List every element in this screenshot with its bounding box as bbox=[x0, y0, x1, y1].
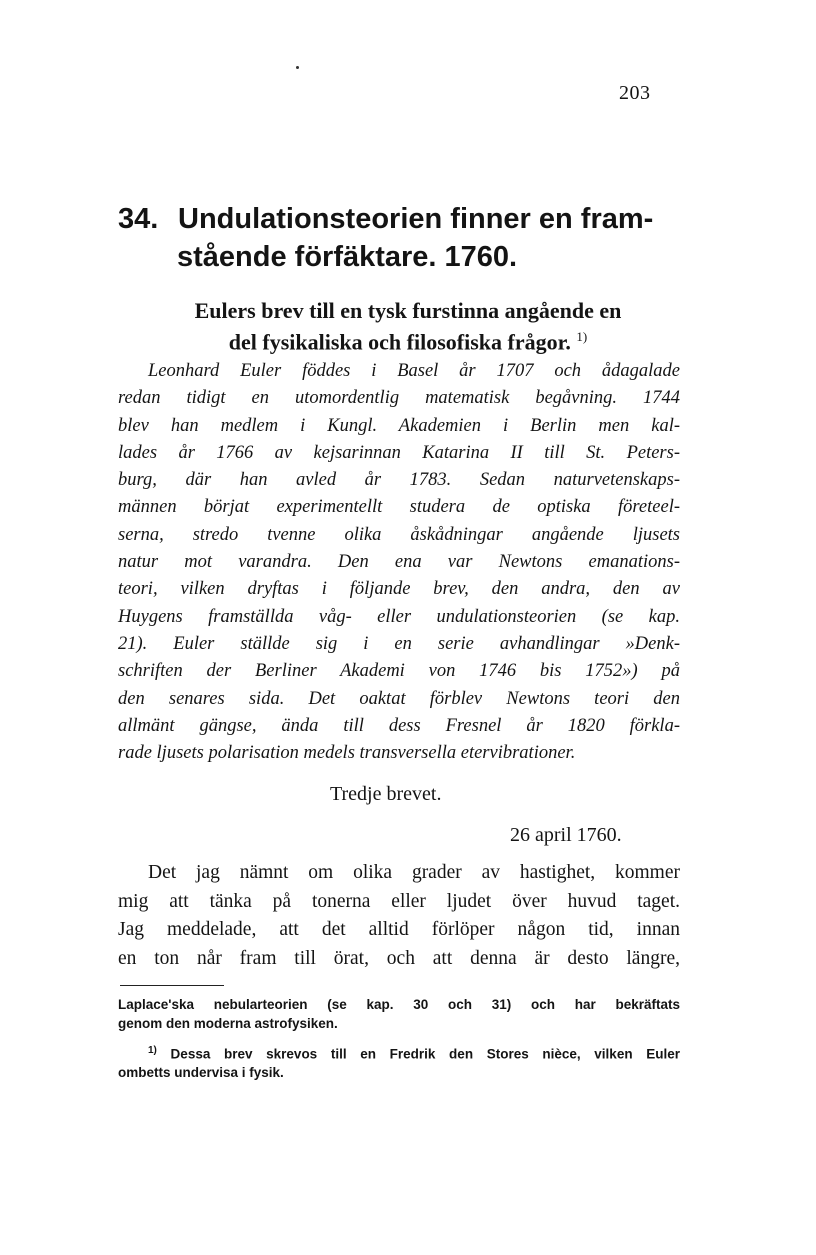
letter-subheading: Tredje brevet. bbox=[330, 783, 442, 805]
footnote-line: genom den moderna astrofysiken. bbox=[118, 1015, 338, 1031]
chapter-number: 34. bbox=[118, 203, 159, 235]
intro-line: allmänt gängse, ända till dess Fresnel år 1820 förkla- bbox=[118, 715, 680, 736]
chapter-title bbox=[118, 200, 698, 276]
intro-line: schriften der Berliner Akademi von 1746 bis 1752») på bbox=[118, 661, 680, 682]
intro-line: rade ljusets polarisation medels transversella etervibrationer. bbox=[118, 743, 576, 764]
chapter-title-line-1: Undulationsteorien finner en fram- bbox=[178, 203, 654, 235]
body-line: en ton når fram till örat, och att denna är desto längre, bbox=[118, 947, 680, 969]
intro-line: Huygens framställda våg- eller undulationsteorien (se kap. bbox=[118, 606, 680, 627]
letter-heading-line-2: del fysikaliska och filosofiska frågor. bbox=[228, 329, 571, 355]
intro-line: redan tidigt en utomordentlig matematisk begåvning. 1744 bbox=[118, 388, 680, 409]
letter-heading-line-1: Eulers brev till en tysk furstinna angående en bbox=[194, 298, 622, 323]
intro-line: natur mot varandra. Den ena var Newtons emanations- bbox=[118, 552, 680, 573]
footnote-reference: 1) bbox=[576, 329, 588, 344]
body-paragraph bbox=[118, 859, 680, 973]
footnote-divider bbox=[120, 985, 224, 986]
footnote-carryover bbox=[118, 996, 680, 1033]
intro-line: burg, där han avled år 1783. Sedan naturvetenskaps- bbox=[118, 470, 680, 491]
print-speck bbox=[296, 66, 299, 69]
footnote-line: Dessa brev skrevos till en Fredrik den Stores nièce, vilken Euler bbox=[156, 1046, 680, 1062]
footnote-1 bbox=[118, 1042, 680, 1083]
body-line: Jag meddelade, att det alltid förlöper någon tid, innan bbox=[118, 919, 680, 940]
intro-paragraph bbox=[118, 358, 680, 767]
footnote-mark: 1) bbox=[148, 1045, 157, 1056]
footnote-line: ombetts undervisa i fysik. bbox=[118, 1065, 284, 1080]
intro-line: lades år 1766 av kejsarinnan Katarina II till St. Peters- bbox=[118, 442, 680, 463]
intro-line: serna, stredo tvenne olika åskådningar angående ljusets bbox=[118, 524, 680, 545]
page-number: 203 bbox=[619, 82, 651, 104]
footnotes bbox=[118, 996, 680, 1083]
intro-line: den senares sida. Det oaktat förblev Newtons teori den bbox=[118, 688, 680, 709]
intro-line: teori, vilken dryftas i följande brev, den andra, den av bbox=[118, 579, 680, 600]
footnote-line: Laplace'ska nebularteorien (se kap. 30 och 31) och har bekräftats bbox=[118, 997, 680, 1012]
intro-line: 21). Euler ställde sig i en serie avhandlingar »Denk- bbox=[118, 633, 680, 654]
body-line: mig att tänka på tonerna eller ljudet över huvud taget. bbox=[118, 890, 680, 912]
intro-line: Leonhard Euler föddes i Basel år 1707 och ådagalade bbox=[148, 361, 680, 381]
intro-line: blev han medlem i Kungl. Akademien i Berlin men kal- bbox=[118, 415, 680, 436]
body-line: Det jag nämnt om olika grader av hastighet, kommer bbox=[148, 862, 680, 883]
intro-line: männen börjat experimentellt studera de optiska företeel- bbox=[118, 497, 680, 518]
chapter-title-line-2: stående förfäktare. 1760. bbox=[177, 241, 518, 273]
letter-date: 26 april 1760. bbox=[510, 824, 622, 846]
letter-heading bbox=[118, 298, 698, 355]
